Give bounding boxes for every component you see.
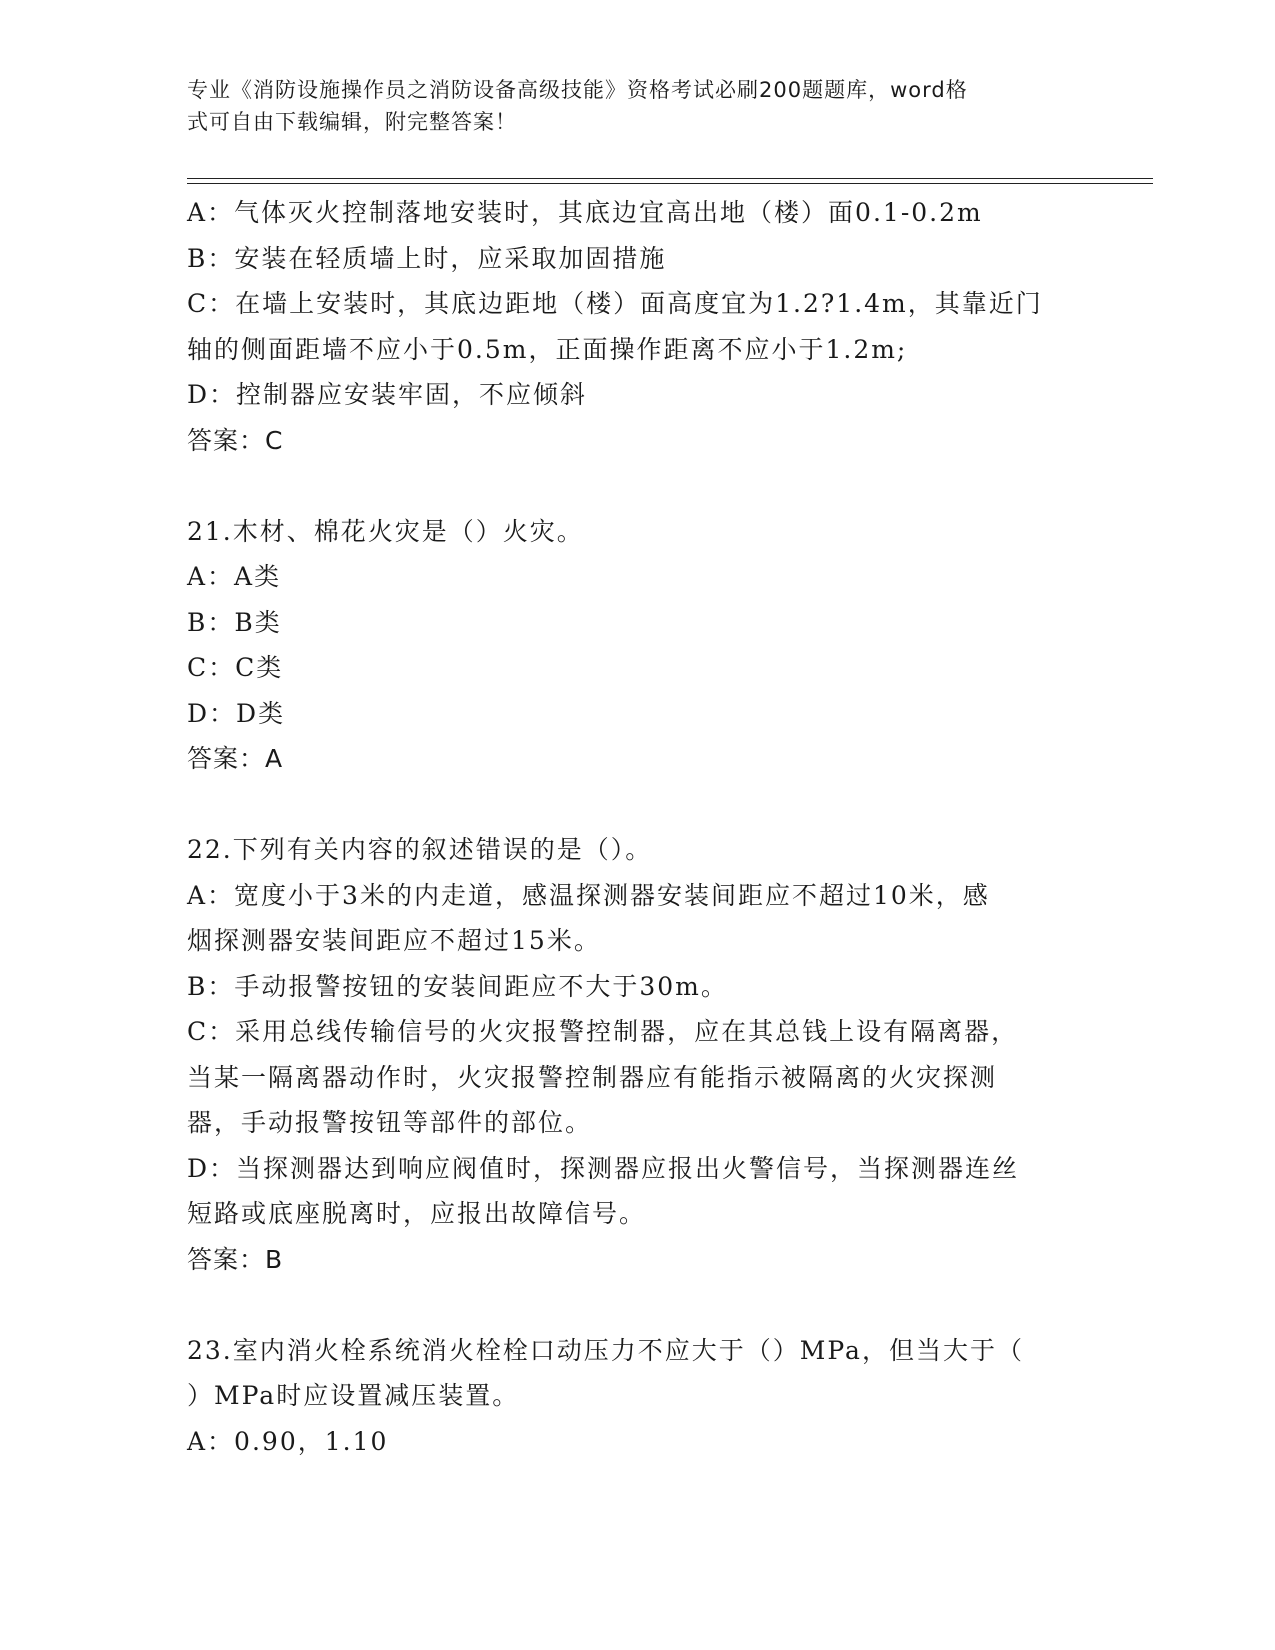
header-line-1: 专业《消防设施操作员之消防设备高级技能》资格考试必刷200题题库，word格 bbox=[187, 78, 968, 102]
option-a: A：气体灭火控制落地安装时，其底边宜高出地（楼）面0.1-0.2m bbox=[187, 198, 983, 227]
question-20 bbox=[187, 190, 1087, 463]
option-c-line-1: C：在墙上安装时，其底边距地（楼）面高度宜为1.2?1.4m，其靠近门 bbox=[187, 289, 1043, 318]
question-22 bbox=[187, 827, 1087, 1282]
option-d: D：控制器应安装牢固，不应倾斜 bbox=[187, 380, 588, 409]
option-c-line-2: 当某一隔离器动作时，火灾报警控制器应有能指示被隔离的火灾探测 bbox=[187, 1062, 998, 1092]
answer: 答案：A bbox=[187, 744, 284, 773]
option-c: C：C类 bbox=[187, 653, 284, 682]
header-divider-top bbox=[187, 178, 1153, 179]
document-body bbox=[187, 190, 1087, 1464]
header-line-2: 式可自由下载编辑，附完整答案！ bbox=[187, 110, 517, 134]
option-d: D：D类 bbox=[187, 698, 286, 728]
option-b: B：安装在轻质墙上时，应采取加固措施 bbox=[187, 243, 667, 273]
question-23 bbox=[187, 1328, 1087, 1465]
question-21 bbox=[187, 509, 1087, 782]
option-a: A：A类 bbox=[187, 562, 282, 591]
option-a-line-2: 烟探测器安装间距应不超过15米。 bbox=[187, 926, 601, 955]
spacer bbox=[187, 463, 1087, 509]
document-header bbox=[187, 74, 1087, 138]
option-b: B：B类 bbox=[187, 607, 282, 637]
option-b: B：手动报警按钮的安装间距应不大于30m。 bbox=[187, 971, 728, 1001]
question-stem-line-1: 23.室内消火栓系统消火栓栓口动压力不应大于（）MPa，但当大于（ bbox=[187, 1335, 1024, 1365]
spacer bbox=[187, 782, 1087, 828]
question-stem: 22.下列有关内容的叙述错误的是（）。 bbox=[187, 835, 653, 864]
option-c-line-1: C：采用总线传输信号的火灾报警控制器，应在其总钱上设有隔离器， bbox=[187, 1017, 1019, 1046]
answer: 答案：C bbox=[187, 425, 284, 455]
question-stem: 21.木材、棉花火灾是（）火灾。 bbox=[187, 516, 584, 546]
option-c-line-2: 轴的侧面距墙不应小于0.5m，正面操作距离不应小于1.2m; bbox=[187, 334, 908, 364]
header-divider-bottom bbox=[187, 183, 1153, 184]
answer: 答案：B bbox=[187, 1244, 284, 1274]
option-a-line-1: A：宽度小于3米的内走道，感温探测器安装间距应不超过10米，感 bbox=[187, 880, 990, 910]
option-d-line-1: D：当探测器达到响应阀值时，探测器应报出火警信号，当探测器连丝 bbox=[187, 1153, 1020, 1183]
spacer bbox=[187, 1282, 1087, 1328]
option-d-line-2: 短路或底座脱离时，应报出故障信号。 bbox=[187, 1199, 647, 1228]
option-c-line-3: 器，手动报警按钮等部件的部位。 bbox=[187, 1108, 593, 1137]
option-a: A：0.90，1.10 bbox=[187, 1426, 389, 1456]
question-stem-line-2: ）MPa时应设置减压装置。 bbox=[187, 1381, 520, 1410]
